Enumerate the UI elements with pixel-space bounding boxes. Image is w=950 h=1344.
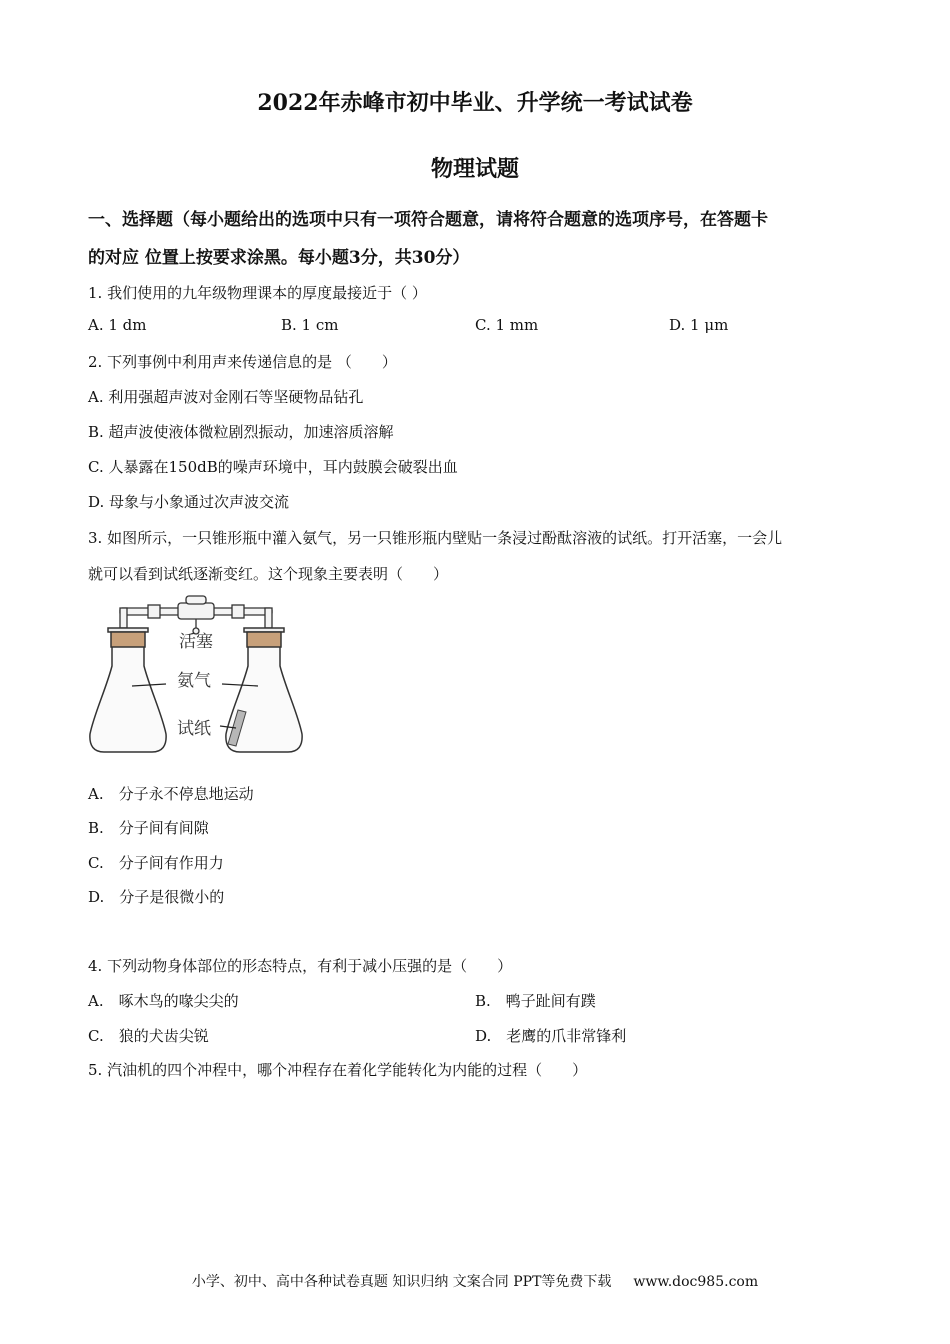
q1-option-c: C. 1 mm — [475, 316, 539, 334]
exam-title: 2022年赤峰市初中毕业、升学统一考试试卷 — [257, 90, 693, 116]
q3-option-d: D. 分子是很微小的 — [88, 888, 225, 906]
label-gas: 氨气 — [177, 671, 211, 691]
question-1: 1. 我们使用的九年级物理课本的厚度最接近于（ ） — [88, 284, 427, 302]
footer-website[interactable]: www.doc985.com — [633, 1274, 759, 1290]
q2-option-c: C. 人暴露在150dB的噪声环境中，耳内鼓膜会破裂出血 — [88, 458, 458, 476]
page-footer — [0, 1271, 950, 1291]
section-heading-line2: 的对应 位置上按要求涂黑。每小题3分，共30分） — [88, 248, 470, 268]
q1-option-a: A. 1 dm — [88, 316, 147, 334]
section-heading-line1: 一、选择题（每小题给出的选项中只有一项符合题意，请将符合题意的选项序号，在答题卡 — [88, 210, 768, 230]
left-flask — [90, 628, 166, 752]
q3-option-b: B. 分子间有间隙 — [88, 819, 209, 837]
q2-option-a: A. 利用强超声波对金刚石等坚硬物品钻孔 — [88, 388, 364, 406]
q4-option-b: B. 鸭子趾间有蹼 — [475, 992, 596, 1010]
question-4: 4. 下列动物身体部位的形态特点，有利于减小压强的是（ ） — [88, 957, 513, 975]
label-valve: 活塞 — [179, 632, 213, 652]
label-paper: 试纸 — [177, 719, 211, 739]
question-5: 5. 汽油机的四个冲程中，哪个冲程存在着化学能转化为内能的过程（ ） — [88, 1061, 588, 1079]
exam-subtitle: 物理试题 — [430, 156, 519, 182]
question-3-line2: 就可以看到试纸逐渐变红。这个现象主要表明（ ） — [88, 565, 449, 583]
q2-option-d: D. 母象与小象通过次声波交流 — [88, 493, 290, 511]
q3-option-a: A. 分子永不停息地运动 — [88, 785, 254, 803]
q1-option-d: D. 1 μm — [669, 316, 729, 334]
q2-option-b: B. 超声波使液体微粒剧烈振动，加速溶质溶解 — [88, 423, 394, 441]
flask-diagram — [86, 594, 304, 756]
question-3-line1: 3. 如图所示，一只锥形瓶中灌入氨气，另一只锥形瓶内壁贴一条浸过酚酞溶液的试纸。打开活塞，一会儿 — [88, 529, 783, 547]
q4-option-d: D. 老鹰的爪非常锋利 — [475, 1027, 627, 1045]
q4-option-c: C. 狼的犬齿尖锐 — [88, 1027, 209, 1045]
q1-option-b: B. 1 cm — [281, 316, 339, 334]
footer-description: 小学、初中、高中各种试卷真题 知识归纳 文案合同 PPT等免费下载 — [191, 1274, 612, 1290]
q4-option-a: A. 啄木鸟的喙尖尖的 — [88, 992, 239, 1010]
q3-option-c: C. 分子间有作用力 — [88, 854, 224, 872]
question-2: 2. 下列事例中利用声来传递信息的是 （ ） — [88, 353, 397, 371]
